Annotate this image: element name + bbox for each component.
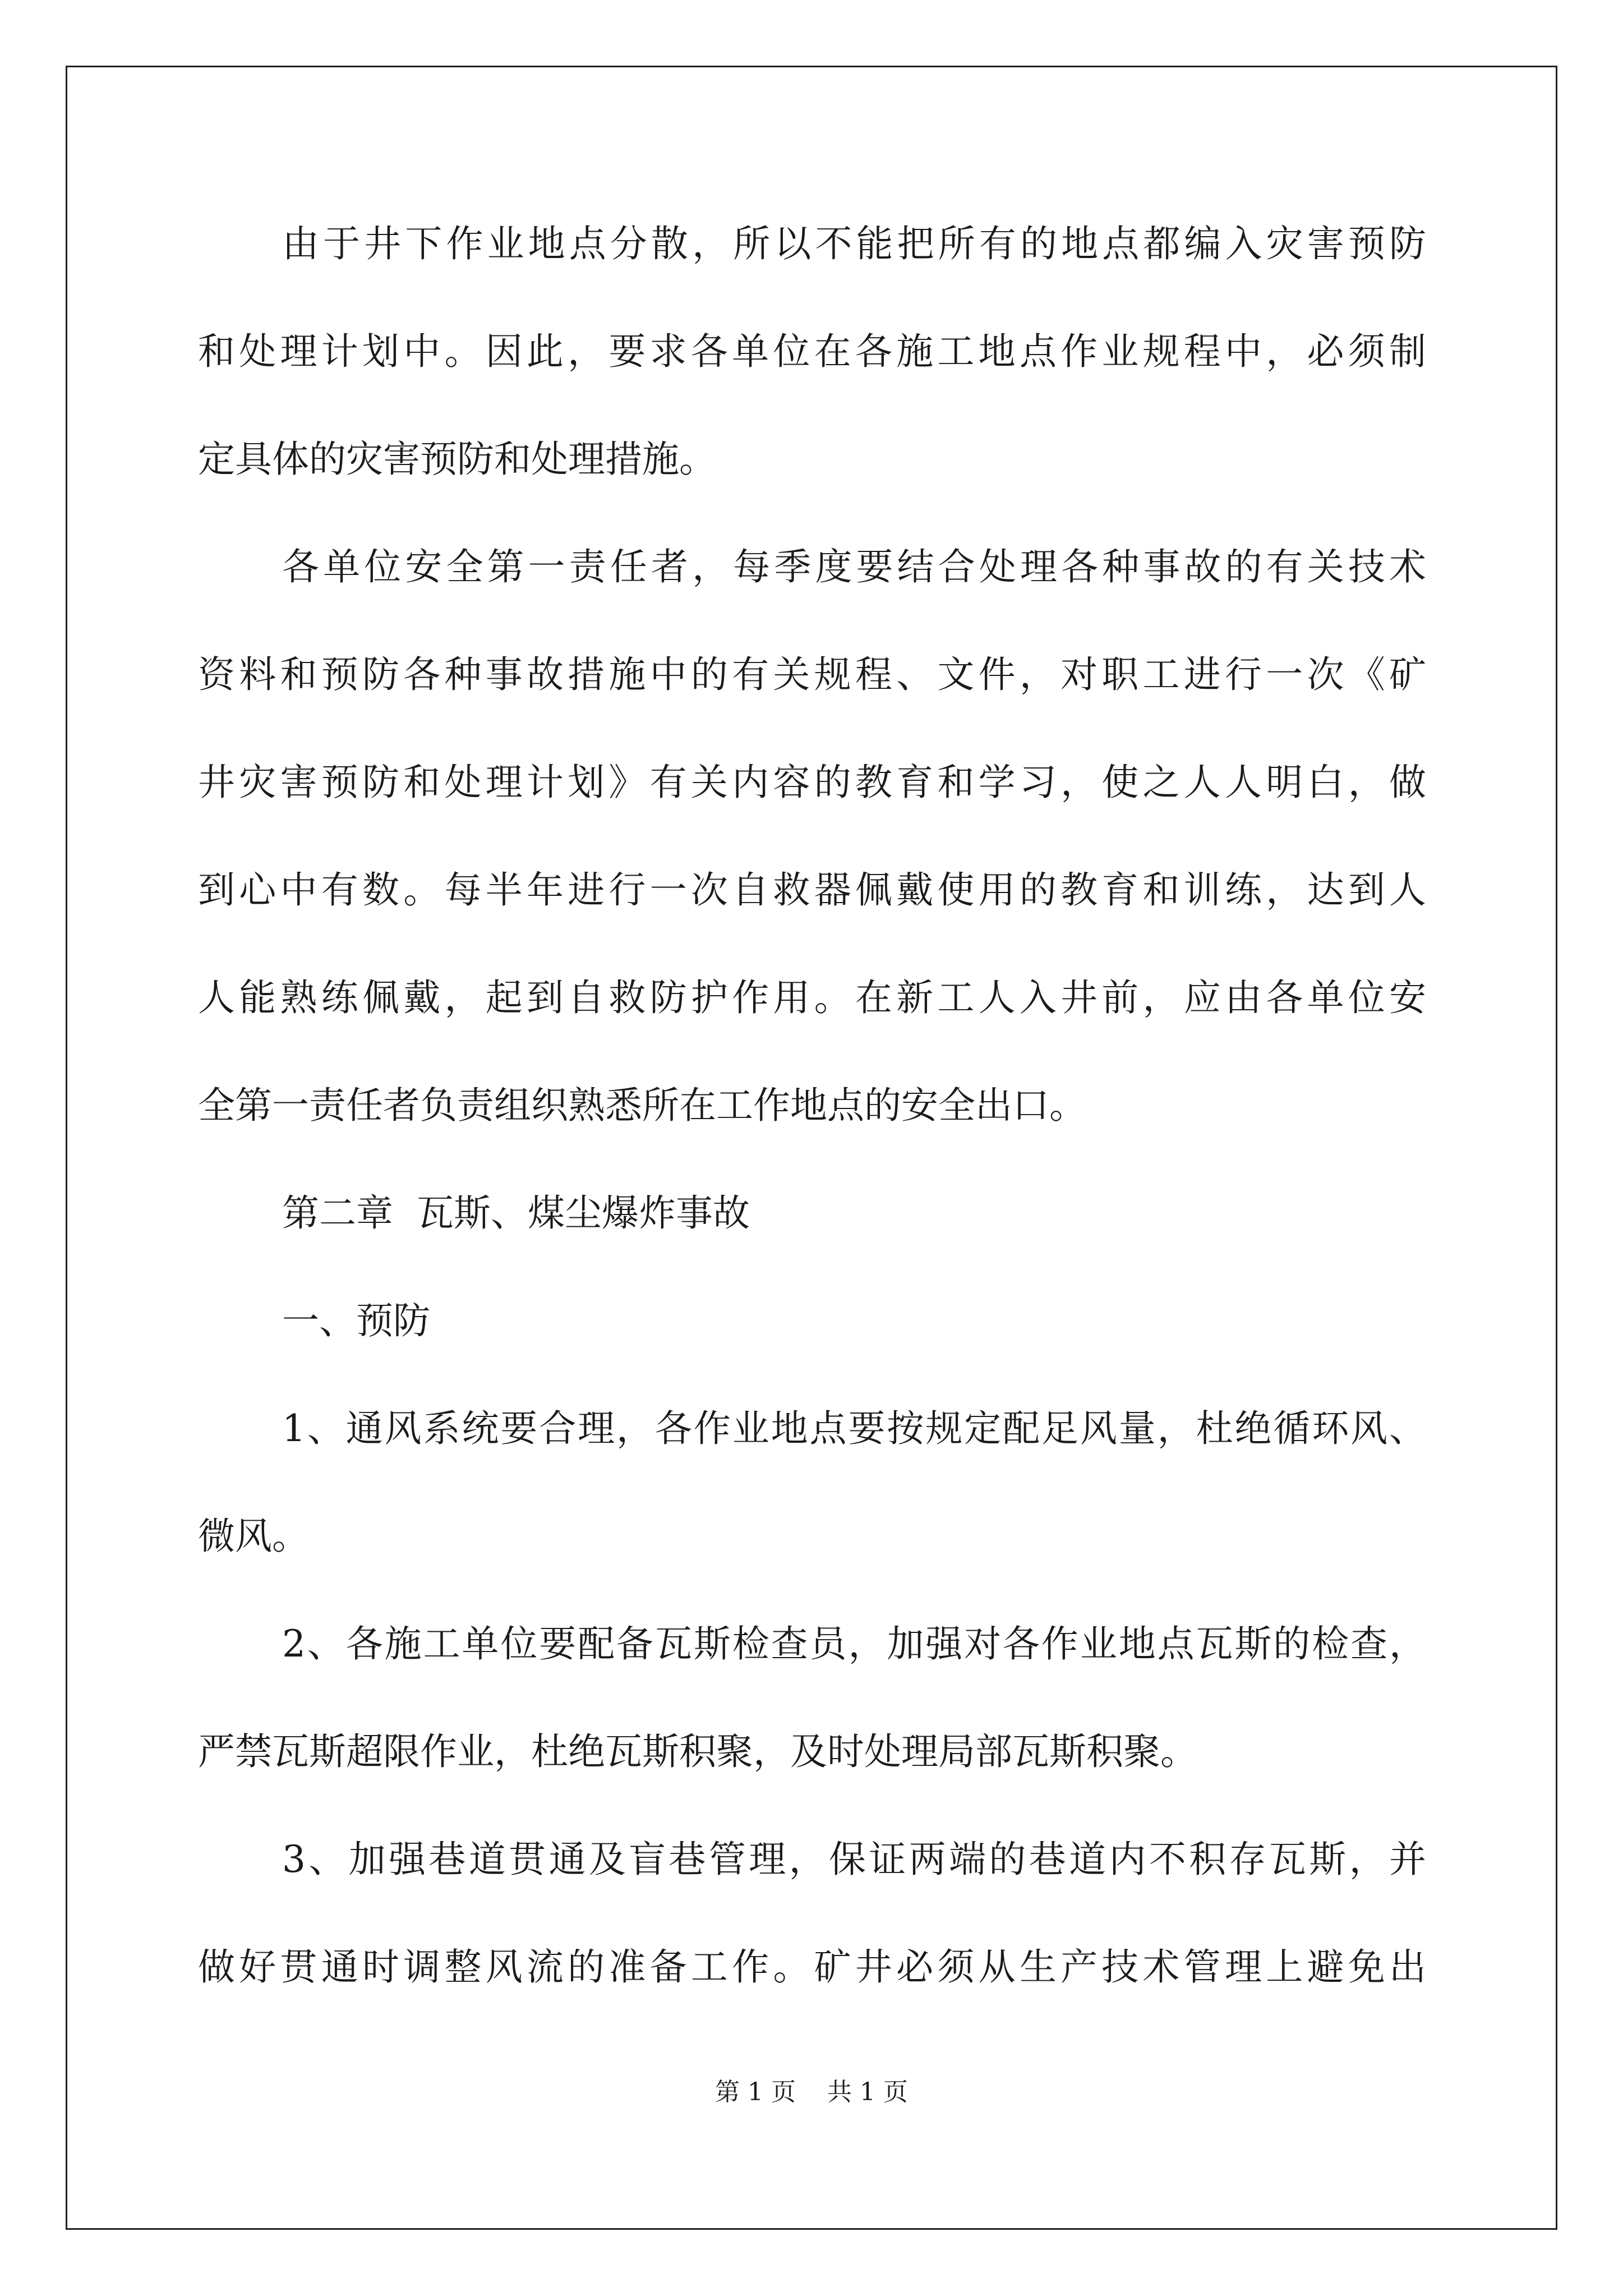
page-border	[66, 66, 1557, 2230]
text-line: 和处理计划中。因此，要求各单位在各施工地点作业规程中，必须制	[198, 330, 1426, 373]
text-line: 井灾害预防和处理计划》有关内容的教育和学习，使之人人明白，做	[198, 761, 1426, 804]
text-line: 资料和预防各种事故措施中的有关规程、文件，对职工进行一次《矿	[198, 653, 1426, 696]
text-line: 严禁瓦斯超限作业，杜绝瓦斯积聚，及时处理局部瓦斯积聚。	[198, 1730, 1197, 1773]
text-line: 2、各施工单位要配备瓦斯检查员，加强对各作业地点瓦斯的检查，	[282, 1622, 1426, 1665]
section-heading: 一、预防	[282, 1299, 430, 1342]
text-line: 定具体的灾害预防和处理措施。	[198, 438, 716, 481]
chapter-heading: 第二章 瓦斯、煤尘爆炸事故	[282, 1191, 750, 1235]
page-number: 第 1 页 共 1 页	[715, 2078, 908, 2106]
text-line: 各单位安全第一责任者，每季度要结合处理各种事故的有关技术	[282, 545, 1426, 588]
text-line: 3、加强巷道贯通及盲巷管理，保证两端的巷道内不积存瓦斯，并	[282, 1838, 1426, 1881]
text-line: 全第一责任者负责组织熟悉所在工作地点的安全出口。	[198, 1084, 1086, 1127]
text-line: 1、通风系统要合理，各作业地点要按规定配足风量，杜绝循环风、	[282, 1407, 1426, 1450]
text-line: 微风。	[198, 1515, 309, 1558]
text-line: 人能熟练佩戴，起到自救防护作用。在新工人入井前，应由各单位安	[198, 976, 1426, 1019]
text-line: 由于井下作业地点分散，所以不能把所有的地点都编入灾害预防	[282, 222, 1426, 265]
text-line: 到心中有数。每半年进行一次自救器佩戴使用的教育和训练，达到人	[198, 868, 1426, 912]
text-line: 做好贯通时调整风流的准备工作。矿井必须从生产技术管理上避免出	[198, 1945, 1426, 1989]
